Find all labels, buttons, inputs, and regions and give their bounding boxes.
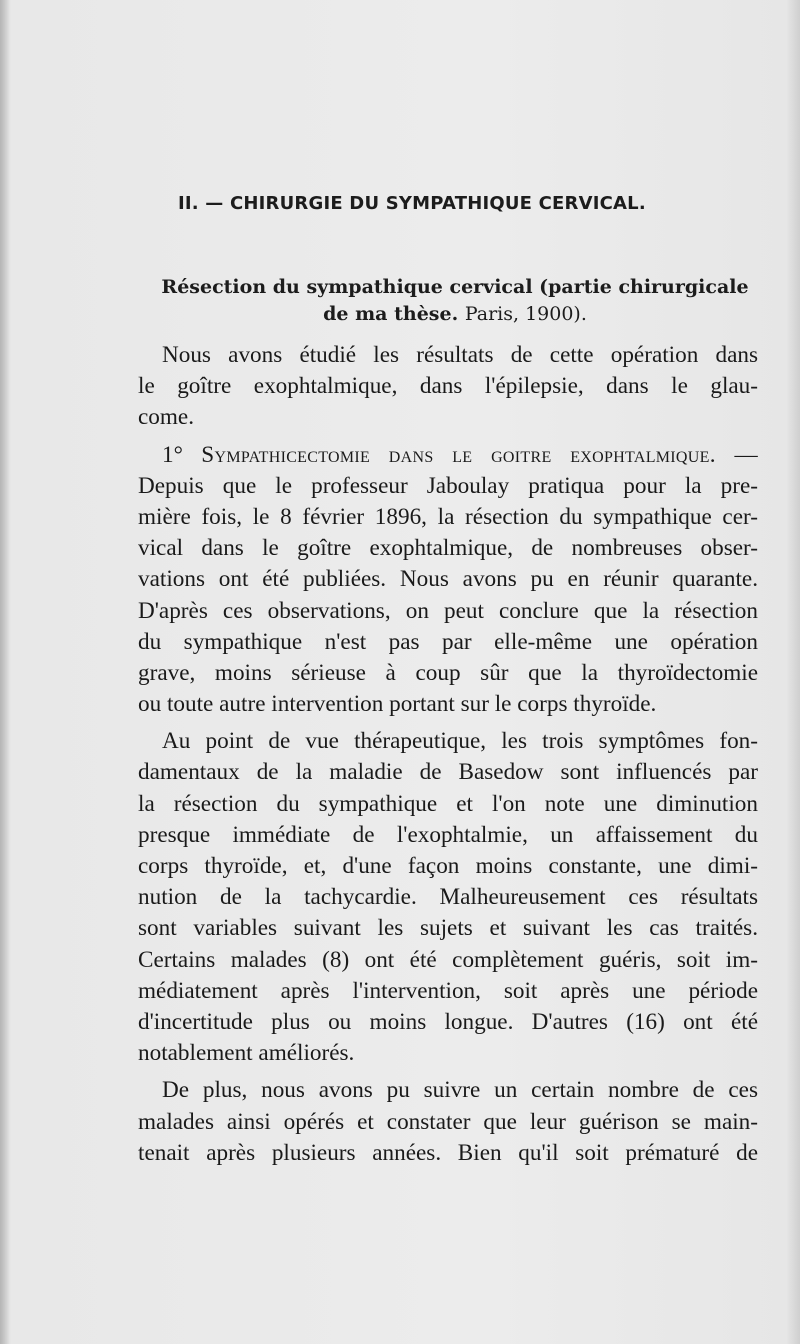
text-line: le goître exophtalmique, dans l'épilepsie, dans le glau- — [138, 373, 758, 400]
text-line: médiatement après l'intervention, soit après une période — [138, 977, 758, 1004]
text-line: vical dans le goître exophtalmique, de nombreuses obser- — [138, 535, 758, 562]
text-line: come. — [138, 404, 195, 431]
body-text — [138, 340, 758, 1169]
text-line: Certains malades (8) ont été complètement guéris, soit im- — [138, 946, 758, 973]
text-line: presque immédiate de l'exophtalmie, un affaissement du — [138, 821, 758, 848]
page-edge — [786, 0, 800, 1344]
text-line: corps thyroïde, et, d'une façon moins constante, une dimi- — [138, 853, 758, 879]
paragraph-lead-line — [138, 440, 758, 471]
text-line: d'incertitude plus ou moins longue. D'autres (16) ont été — [138, 1008, 758, 1035]
text-line: la résection du sympathique et l'on note une diminution — [138, 790, 758, 817]
text-line: tenait après plusieurs années. Bien qu'il soit prématuré de — [138, 1139, 758, 1166]
text-line: mière fois, le 8 février 1896, la résection du sympathique cer- — [138, 503, 758, 530]
subheading — [140, 274, 770, 328]
subheading-line-2 — [140, 301, 770, 328]
text-line: Au point de vue thérapeutique, les trois symptômes fon- — [162, 728, 758, 755]
text-line: grave, moins sérieuse à coup sûr que la thyroïdectomie — [138, 659, 758, 686]
text-line: nution de la tachycardie. Malheureusement ces résultats — [138, 884, 758, 911]
text-line: vations ont été publiées. Nous avons pu en réunir quarante. — [138, 566, 758, 593]
text-line: D'après ces observations, on peut conclure que la résection — [138, 597, 758, 624]
text-line: ou toute autre intervention portant sur le corps thyroïde. — [138, 691, 657, 718]
text-line: malades ainsi opérés et constater que leur guérison se main- — [138, 1108, 758, 1135]
page-gutter-shadow — [0, 0, 10, 1344]
text-line: Depuis que le professeur Jaboulay pratiqua pour la pre- — [138, 472, 758, 499]
subheading-line-2-bold: de ma thèse. — [323, 303, 459, 325]
text-line: sont variables suivant les sujets et suivant les cas traités. — [138, 915, 758, 942]
text-line: damentaux de la maladie de Basedow sont influencés par — [138, 759, 758, 786]
subheading-line-2-normal: Paris, 1900). — [464, 303, 587, 325]
text-line: De plus, nous avons pu suivre un certain nombre de ces — [162, 1077, 758, 1104]
subheading-line-1: Résection du sympathique cervical (partie chirurgicale — [161, 276, 749, 298]
text-line: notablement améliorés. — [138, 1040, 355, 1067]
lead-smallcaps-title: Sympathicectomie dans le goitre exophtalmique. — — [201, 441, 758, 468]
text-line: Nous avons étudié les résultats de cette opération dans — [162, 342, 758, 368]
lead-number: 1° — [162, 441, 183, 468]
text-line: du sympathique n'est pas par elle-même une opération — [138, 628, 758, 655]
section-heading: II. — CHIRURGIE DU SYMPATHIQUE CERVICAL. — [178, 193, 646, 214]
